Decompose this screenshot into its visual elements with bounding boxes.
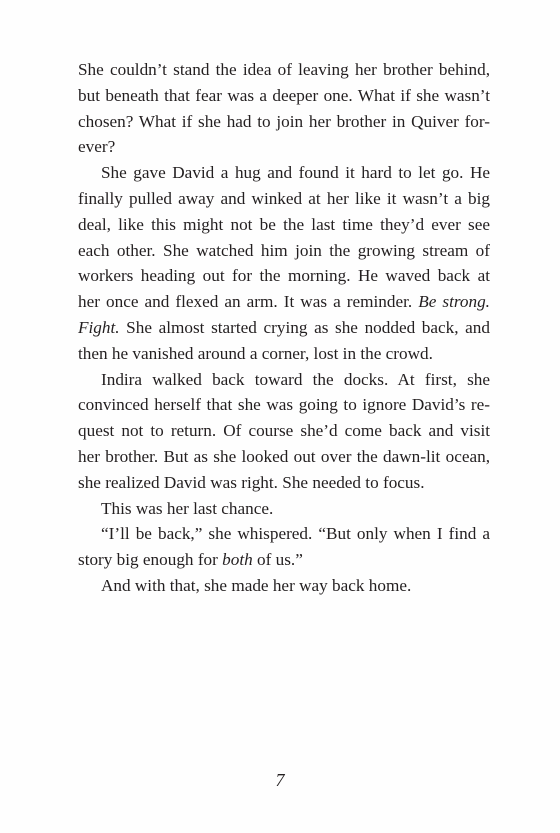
italic-run: Fight. — [78, 317, 120, 337]
text-line — [78, 547, 490, 573]
text-line: convinced herself that she was going to ignore David’s re- — [78, 395, 490, 415]
text-line: “I’ll be back,” she whispered. “But only when I find a — [101, 524, 490, 544]
text-line: Indira walked back toward the docks. At first, she — [101, 369, 490, 389]
text-line: she realized David was right. She needed to focus. — [78, 472, 425, 492]
text-line — [78, 315, 490, 341]
text-line: And with that, she made her way back home. — [101, 575, 412, 595]
text-line: She gave David a hug and found it hard to let go. He — [101, 163, 490, 183]
text-line: She couldn’t stand the idea of leaving her brother behind, — [78, 60, 490, 79]
text-line: deal, like this might not be the last time they’d ever see — [78, 214, 490, 234]
text-line: then he vanished around a corner, lost in the crowd. — [78, 343, 433, 363]
text-line: her brother. But as she looked out over the dawn-lit ocean, — [78, 446, 490, 466]
text-run: of us.” — [252, 550, 303, 570]
text-line — [78, 289, 490, 315]
text-run: She almost started crying as she nodded back, and — [119, 317, 490, 337]
text-line: each other. She watched him join the growing stream of — [78, 240, 490, 260]
body-text — [78, 57, 490, 599]
text-line: quest not to return. Of course she’d come back and visit — [78, 421, 490, 441]
text-line: chosen? What if she had to join her brother in Quiver for- — [78, 111, 490, 131]
italic-run: both — [222, 550, 253, 570]
text-line: workers heading out for the morning. He waved back at — [78, 266, 490, 286]
italic-run: Be strong. — [418, 292, 490, 312]
text-line: but beneath that fear was a deeper one. What if she wasn’t — [78, 85, 490, 105]
text-line: This was her last chance. — [101, 498, 274, 518]
text-run: story big enough for — [78, 550, 223, 570]
text-run: her once and flexed an arm. It was a reminder. — [78, 292, 419, 312]
text-line: finally pulled away and winked at her like it wasn’t a big — [78, 188, 490, 208]
page-number: 7 — [275, 770, 285, 790]
text-line: ever? — [78, 137, 116, 157]
